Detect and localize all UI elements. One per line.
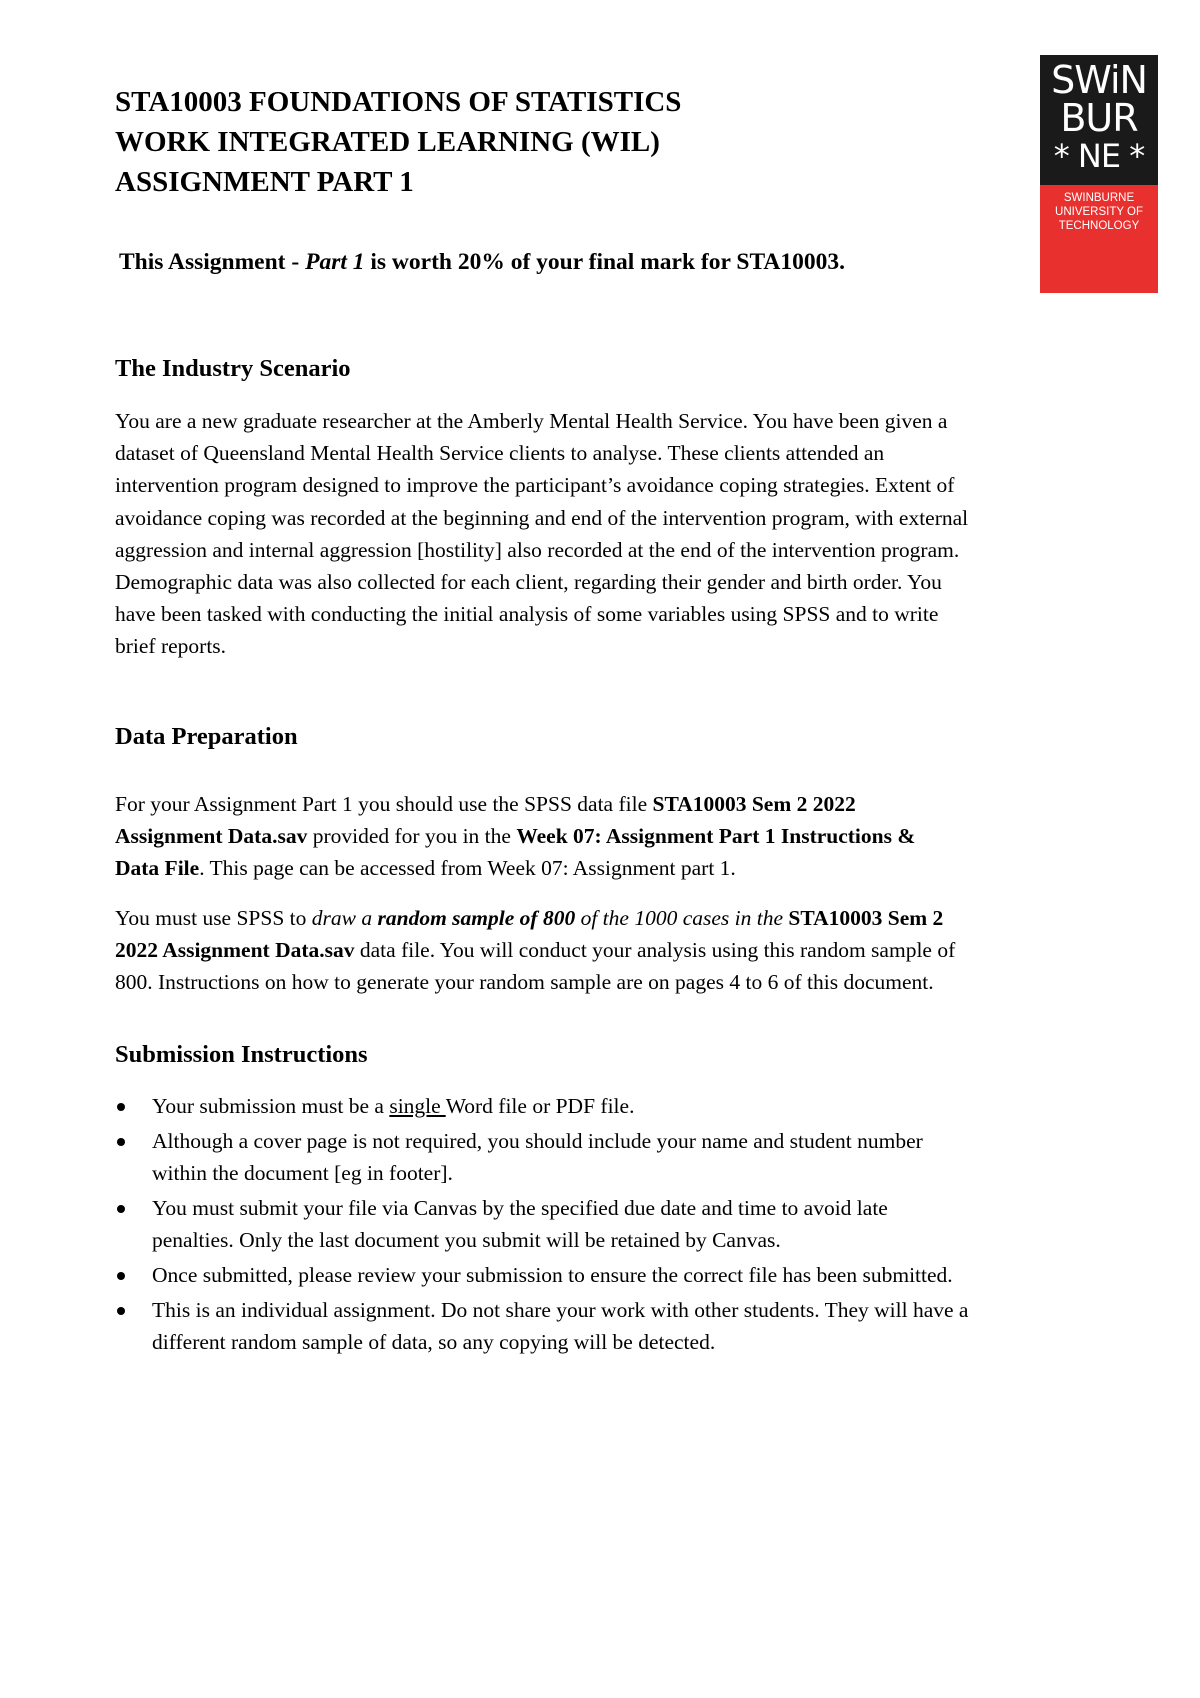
dp1-text: . This page can be accessed from Week 07: Assignment part 1. bbox=[199, 856, 736, 881]
worth-text-7: of your final mark for STA10003. bbox=[504, 249, 845, 275]
worth-text-3: - bbox=[285, 249, 306, 275]
submission-heading: Submission Instructions bbox=[115, 1041, 368, 1068]
scenario-line: You are a new graduate researcher at the Amberly Mental Health Service. You have been given a bbox=[115, 409, 948, 433]
scenario-line: Demographic data was also collected for each client, regarding their gender and birth order. You bbox=[115, 570, 942, 595]
worth-text-percent: 20% bbox=[457, 249, 505, 275]
logo-institution-block bbox=[1040, 185, 1158, 293]
b5-line: different random sample of data, so any copying will be detected. bbox=[152, 1330, 716, 1354]
b3-line: penalties. Only the last document you submit will be retained by Canvas. bbox=[152, 1228, 781, 1252]
b1-underlined: single bbox=[389, 1094, 446, 1118]
assignment-weight-statement bbox=[119, 249, 845, 276]
bullet-icon bbox=[117, 1205, 125, 1213]
dp1-text: provided for you in the bbox=[307, 824, 517, 849]
dp2-italic: of the 1000 cases in the bbox=[575, 906, 784, 930]
logo-mark-line-2: BUR bbox=[1060, 96, 1138, 140]
b1-text: Your submission must be a bbox=[152, 1094, 390, 1118]
scenario-heading: The Industry Scenario bbox=[115, 355, 351, 382]
data-preparation-paragraph-2 bbox=[115, 902, 1100, 999]
dp2-text: 800. Instructions on how to generate your random sample are on pages 4 to 6 of this document. bbox=[115, 970, 934, 995]
dp2-filename-part-2: 2022 Assignment Data.sav bbox=[115, 938, 355, 963]
scenario-line: avoidance coping was recorded at the beginning and end of the intervention program, with external bbox=[115, 505, 969, 530]
dp1-filename-part-2: Assignment Data.sav bbox=[115, 824, 308, 849]
list-item bbox=[115, 1125, 1115, 1189]
scenario-line: brief reports. bbox=[115, 634, 227, 659]
dp2-text: data file. You will conduct your analysis using this random sample of bbox=[354, 938, 956, 963]
dp2-filename-part-1: STA10003 Sem 2 bbox=[783, 906, 944, 930]
list-item bbox=[115, 1294, 1115, 1358]
dp1-week-ref-2: Data File bbox=[115, 856, 200, 881]
bullet-icon bbox=[117, 1307, 125, 1315]
dp1-week-ref-1: Week 07: Assignment Part 1 Instructions & bbox=[516, 824, 916, 849]
logo-mark-line-3: * NE * bbox=[1053, 137, 1145, 175]
logo-institution-line-2: UNIVERSITY OF bbox=[1055, 206, 1143, 218]
scenario-line: intervention program designed to improve the participant’s avoidance coping strategies. Extent of bbox=[115, 473, 955, 498]
bullet-icon bbox=[117, 1103, 125, 1111]
document-title bbox=[115, 82, 681, 202]
data-preparation-heading: Data Preparation bbox=[115, 723, 298, 750]
list-item bbox=[115, 1192, 1115, 1256]
dp2-italic: draw a bbox=[311, 906, 378, 930]
scenario-line: have been tasked with conducting the initial analysis of some variables using SPSS and to write bbox=[115, 602, 939, 627]
scenario-line: dataset of Queensland Mental Health Service clients to analyse. These clients attended an bbox=[115, 441, 885, 466]
b2-line: Although a cover page is not required, you should include your name and student number bbox=[152, 1129, 923, 1153]
worth-text-5: is worth bbox=[364, 249, 458, 275]
bullet-icon bbox=[117, 1272, 125, 1280]
b3-line: You must submit your file via Canvas by the specified due date and time to avoid late bbox=[152, 1196, 888, 1220]
b4-line: Once submitted, please review your submission to ensure the correct file has been submitted. bbox=[152, 1263, 953, 1287]
scenario-paragraph bbox=[115, 405, 1100, 663]
submission-list bbox=[115, 1090, 1115, 1361]
bullet-icon bbox=[117, 1138, 125, 1146]
logo-institution-line-1: SWINBURNE bbox=[1063, 192, 1135, 204]
title-line-1: STA10003 FOUNDATIONS OF STATISTICS bbox=[115, 86, 682, 118]
worth-text-assignment: Assignment bbox=[168, 249, 286, 275]
list-item bbox=[115, 1259, 1115, 1291]
logo-institution-line-3: TECHNOLOGY bbox=[1058, 220, 1140, 232]
logo-mark-line-1: SWiN bbox=[1051, 58, 1147, 102]
swinburne-logo bbox=[1040, 55, 1158, 293]
worth-text-part: Part 1 bbox=[305, 249, 365, 275]
data-preparation-paragraph-1 bbox=[115, 788, 1100, 885]
title-line-2: WORK INTEGRATED LEARNING (WIL) bbox=[115, 126, 660, 158]
title-line-3: ASSIGNMENT PART 1 bbox=[115, 166, 414, 198]
worth-text-1: This bbox=[119, 249, 168, 275]
b2-line: within the document [eg in footer]. bbox=[152, 1161, 453, 1185]
dp1-text: For your Assignment Part 1 you should use the SPSS data file bbox=[115, 792, 653, 816]
b1-text: Word file or PDF file. bbox=[445, 1094, 635, 1118]
scenario-line: aggression and internal aggression [hostility] also recorded at the end of the intervention program. bbox=[115, 537, 960, 562]
logo-mark bbox=[1040, 55, 1158, 185]
dp1-filename-part-1: STA10003 Sem 2 2022 bbox=[652, 792, 856, 816]
dp2-bold-italic: random sample of 800 bbox=[377, 906, 576, 930]
list-item bbox=[115, 1090, 1115, 1122]
b5-line: This is an individual assignment. Do not share your work with other students. They will have a bbox=[152, 1298, 969, 1322]
dp2-text: You must use SPSS to bbox=[115, 906, 312, 930]
